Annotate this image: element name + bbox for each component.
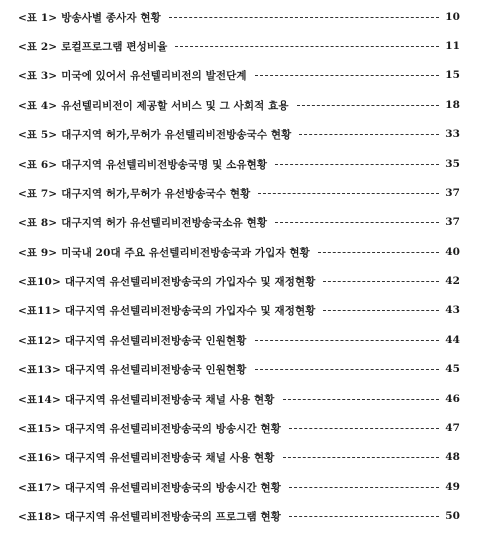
toc-entry bbox=[18, 155, 460, 173]
table-number: <표 9> bbox=[18, 246, 58, 259]
dot-leader bbox=[169, 17, 439, 18]
table-number: <표 2> bbox=[18, 40, 58, 53]
page-number: 48 bbox=[445, 451, 460, 463]
dot-leader bbox=[275, 164, 439, 165]
table-number: <표12> bbox=[18, 334, 61, 347]
dot-leader bbox=[323, 310, 439, 311]
page-number: 37 bbox=[445, 187, 460, 199]
table-number: <표14> bbox=[18, 393, 61, 406]
table-number: <표 8> bbox=[18, 216, 58, 229]
table-number: <표 5> bbox=[18, 128, 58, 141]
toc-entry bbox=[18, 331, 460, 349]
table-title: 대구지역 허가,무허가 유선방송국수 현황 bbox=[61, 187, 251, 200]
dot-leader bbox=[258, 193, 439, 194]
table-number: <표 1> bbox=[18, 11, 58, 24]
toc-entry bbox=[18, 66, 460, 84]
toc-entry bbox=[18, 360, 460, 378]
table-title: 대구지역 유선텔리비전방송국 인원현황 bbox=[64, 363, 247, 376]
toc-entry bbox=[18, 390, 460, 408]
page-number: 43 bbox=[445, 304, 460, 316]
table-title: 대구지역 유선텔리비전방송국명 및 소유현황 bbox=[61, 158, 268, 171]
page-number: 11 bbox=[445, 40, 460, 52]
table-number: <표17> bbox=[18, 481, 61, 494]
dot-leader bbox=[289, 487, 439, 488]
dot-leader bbox=[283, 399, 440, 400]
table-title: 대구지역 유선텔리비전방송국 채널 사용 현황 bbox=[64, 451, 275, 464]
page-number: 35 bbox=[445, 158, 460, 170]
table-title: 대구지역 허가 유선텔리비전방송국소유 현황 bbox=[61, 216, 268, 229]
dot-leader bbox=[299, 134, 439, 135]
toc-entry bbox=[18, 301, 460, 319]
page-number: 18 bbox=[445, 99, 460, 111]
table-title: 대구지역 유선텔리비전방송국의 가입자수 및 재정현황 bbox=[64, 304, 316, 317]
table-number: <표16> bbox=[18, 451, 61, 464]
table-number: <표11> bbox=[18, 304, 61, 317]
page-number: 45 bbox=[445, 363, 460, 375]
table-number: <표18> bbox=[18, 510, 61, 523]
table-title: 방송사별 종사자 현황 bbox=[61, 11, 161, 24]
dot-leader bbox=[255, 369, 440, 370]
table-title: 대구지역 유선텔리비전방송국 인원현황 bbox=[64, 334, 247, 347]
page-number: 33 bbox=[445, 128, 460, 140]
page-number: 42 bbox=[445, 275, 460, 287]
table-title: 미국내 20대 주요 유선텔리비전방송국과 가입자 현황 bbox=[61, 246, 310, 259]
toc-entry bbox=[18, 213, 460, 231]
table-title: 대구지역 유선텔리비전방송국의 가입자수 및 재정현황 bbox=[64, 275, 316, 288]
toc-entry bbox=[18, 507, 460, 525]
toc-entry bbox=[18, 478, 460, 496]
table-title: 미국에 있어서 유선텔리비전의 발전단계 bbox=[61, 69, 247, 82]
page-number: 50 bbox=[445, 510, 460, 522]
dot-leader bbox=[297, 105, 440, 106]
table-number: <표 4> bbox=[18, 99, 58, 112]
toc-entry bbox=[18, 125, 460, 143]
table-title: 대구지역 유선텔리비전방송국의 방송시간 현황 bbox=[64, 422, 281, 435]
toc-entry bbox=[18, 184, 460, 202]
table-number: <표 7> bbox=[18, 187, 58, 200]
table-number: <표 3> bbox=[18, 69, 58, 82]
dot-leader bbox=[255, 340, 440, 341]
dot-leader bbox=[275, 222, 439, 223]
table-number: <표15> bbox=[18, 422, 61, 435]
dot-leader bbox=[289, 428, 439, 429]
table-title: 유선텔리비전이 제공할 서비스 및 그 사회적 효용 bbox=[61, 99, 289, 112]
table-title: 대구지역 허가,무허가 유선텔리비전방송국수 현황 bbox=[61, 128, 292, 141]
page-number: 10 bbox=[445, 11, 460, 23]
toc-entry bbox=[18, 448, 460, 466]
table-title: 로컬프로그램 편성비율 bbox=[61, 40, 168, 53]
toc-entry bbox=[18, 419, 460, 437]
dot-leader bbox=[283, 457, 440, 458]
table-title: 대구지역 유선텔리비전방송국 채널 사용 현황 bbox=[64, 393, 275, 406]
page-number: 46 bbox=[445, 393, 460, 405]
dot-leader bbox=[289, 516, 439, 517]
dot-leader bbox=[175, 46, 439, 47]
toc-entry bbox=[18, 96, 460, 114]
page-number: 49 bbox=[445, 481, 460, 493]
dot-leader bbox=[323, 281, 439, 282]
table-title: 대구지역 유선텔리비전방송국의 프로그램 현황 bbox=[64, 510, 281, 523]
toc-entry bbox=[18, 272, 460, 290]
table-number: <표10> bbox=[18, 275, 61, 288]
table-title: 대구지역 유선텔리비전방송국의 방송시간 현황 bbox=[64, 481, 281, 494]
table-number: <표 6> bbox=[18, 158, 58, 171]
table-number: <표13> bbox=[18, 363, 61, 376]
dot-leader bbox=[255, 75, 440, 76]
dot-leader bbox=[318, 252, 439, 253]
toc-entry bbox=[18, 243, 460, 261]
page-number: 47 bbox=[445, 422, 460, 434]
toc-entry bbox=[18, 8, 460, 26]
page-number: 44 bbox=[445, 334, 460, 346]
page-number: 40 bbox=[445, 246, 460, 258]
page-number: 15 bbox=[445, 69, 460, 81]
toc-entry bbox=[18, 37, 460, 55]
page-number: 37 bbox=[445, 216, 460, 228]
